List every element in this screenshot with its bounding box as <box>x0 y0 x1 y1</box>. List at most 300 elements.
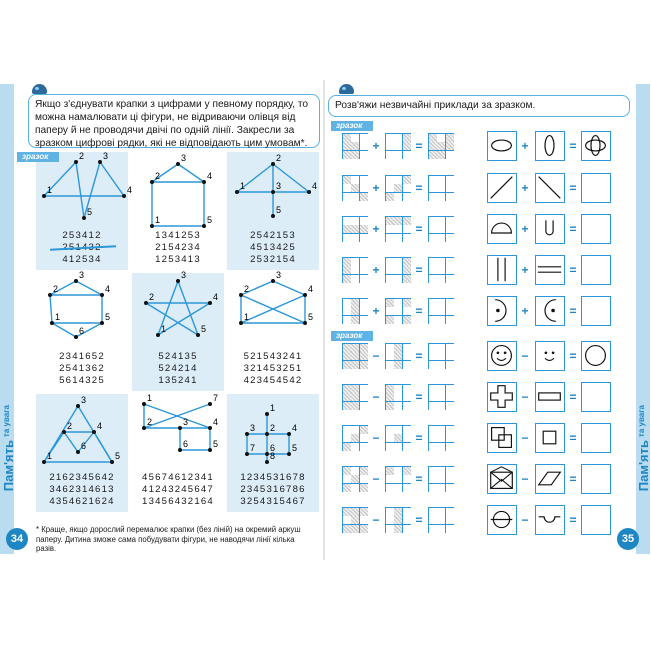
dot-label: 4 <box>312 181 318 191</box>
shape-drawing <box>536 465 563 492</box>
grid-cell <box>343 176 351 184</box>
operator-sign: = <box>415 390 423 404</box>
grid-cell <box>386 475 394 483</box>
digit-row: 1253413 <box>155 254 201 265</box>
shape-drawing <box>488 256 515 283</box>
grid-cell <box>446 258 454 266</box>
dot-figure <box>227 270 319 353</box>
shape-box <box>535 131 565 161</box>
dot-label: 1 <box>270 403 276 413</box>
figure-dot <box>265 412 269 416</box>
operator-sign: = <box>415 139 423 153</box>
grid-cell <box>360 134 368 142</box>
grid-cell <box>351 176 359 184</box>
grid-3x3 <box>385 343 411 369</box>
figure-dot <box>74 160 78 164</box>
grid-cell <box>360 225 368 233</box>
figure-dot <box>50 321 54 325</box>
grid-cell <box>386 467 394 475</box>
grid-cell <box>403 151 411 159</box>
grid-cell <box>437 184 445 192</box>
operator-sign: = <box>415 431 423 445</box>
digit-row: 524135 <box>158 351 198 362</box>
grid-cell <box>351 217 359 225</box>
grid-cell <box>386 266 394 274</box>
grid-3x3[interactable] <box>428 425 454 451</box>
grid-cell <box>394 516 402 524</box>
grid-cell <box>386 361 394 369</box>
grid-cell <box>343 142 351 150</box>
figure-cell <box>227 394 319 512</box>
grid-3x3 <box>385 466 411 492</box>
grid-cell <box>351 516 359 524</box>
grid-cell <box>437 316 445 324</box>
grid-cell <box>343 385 351 393</box>
shape-drawing <box>582 215 609 242</box>
grid-cell <box>360 352 368 360</box>
grid-cell <box>403 434 411 442</box>
grid-cell <box>446 525 454 533</box>
grid-cell <box>403 142 411 150</box>
shape-drawing <box>582 297 609 324</box>
figure-dot <box>265 452 269 456</box>
grid-cell <box>343 225 351 233</box>
grid-cell <box>351 275 359 283</box>
dot-label: 2 <box>270 423 276 433</box>
grid-3x3 <box>342 425 368 451</box>
figure-cell <box>36 270 128 391</box>
grid-cell <box>394 508 402 516</box>
figure-cell <box>36 394 128 512</box>
grid-cell <box>446 484 454 492</box>
figure-line <box>100 162 124 196</box>
grid-3x3 <box>342 257 368 283</box>
grid-cell <box>351 234 359 242</box>
grid-cell <box>437 225 445 233</box>
digit-row: 2154234 <box>155 242 201 253</box>
shape-drawing <box>536 256 563 283</box>
grid-cell <box>386 402 394 410</box>
grid-cell <box>437 467 445 475</box>
dot-label: 3 <box>81 395 87 405</box>
grid-cell <box>394 352 402 360</box>
shape-box <box>487 382 517 412</box>
grid-cell <box>360 307 368 315</box>
grid-cell <box>437 151 445 159</box>
grid-3x3 <box>342 384 368 410</box>
grid-cell <box>343 184 351 192</box>
grid-cell <box>394 426 402 434</box>
shape-drawing <box>582 506 609 533</box>
grid-cell <box>446 307 454 315</box>
shape-drawing <box>536 132 563 159</box>
dot-label: 4 <box>105 284 111 294</box>
dot-label: 5 <box>207 215 213 225</box>
figure-dot <box>76 450 80 454</box>
figure-dot <box>144 301 148 305</box>
grid-cell <box>360 275 368 283</box>
operator-sign: = <box>569 139 577 153</box>
grid-cell <box>351 184 359 192</box>
dot-label: 5 <box>213 439 219 449</box>
digit-row: 3254315467 <box>240 496 306 507</box>
grid-cell <box>360 443 368 451</box>
dot-label: 1 <box>47 451 53 461</box>
grid-cell <box>403 426 411 434</box>
grid-cell <box>403 134 411 142</box>
grid-cell <box>437 426 445 434</box>
grid-cell <box>437 258 445 266</box>
shape-box[interactable] <box>581 464 611 494</box>
shape-drawing <box>536 424 563 451</box>
operator-sign: = <box>569 390 577 404</box>
operator-sign: = <box>569 472 577 486</box>
grid-cell <box>343 307 351 315</box>
figure-dot <box>303 321 307 325</box>
grid-cell <box>360 193 368 201</box>
operator-sign: − <box>521 349 529 363</box>
grid-cell <box>351 393 359 401</box>
grid-cell <box>446 193 454 201</box>
dot-label: 2 <box>276 153 282 163</box>
shape-drawing <box>582 465 609 492</box>
grid-3x3[interactable] <box>428 466 454 492</box>
dot-label: 3 <box>250 423 256 433</box>
grid-cell <box>437 266 445 274</box>
figure-dot <box>239 321 243 325</box>
grid-cell <box>343 258 351 266</box>
grid-cell <box>437 393 445 401</box>
grid-cell <box>394 475 402 483</box>
shape-box <box>487 173 517 203</box>
grid-cell <box>446 426 454 434</box>
grid-cell <box>351 151 359 159</box>
figure-cell <box>132 270 224 391</box>
grid-cell <box>343 275 351 283</box>
grid-cell <box>386 434 394 442</box>
grid-cell <box>429 385 437 393</box>
figure-dot <box>98 160 102 164</box>
figure-dot <box>208 426 212 430</box>
dot-label: 2 <box>53 284 59 294</box>
shape-box[interactable] <box>581 382 611 412</box>
figure-dot <box>122 194 126 198</box>
grid-cell <box>394 402 402 410</box>
grid-cell <box>343 151 351 159</box>
grid-cell <box>446 299 454 307</box>
digit-row: 5614325 <box>59 375 105 386</box>
grid-cell <box>429 316 437 324</box>
grid-3x3 <box>342 343 368 369</box>
figure-dot <box>74 279 78 283</box>
grid-cell <box>343 525 351 533</box>
shape-box <box>535 464 565 494</box>
operator-sign: = <box>415 513 423 527</box>
grid-cell <box>446 361 454 369</box>
grid-3x3 <box>385 257 411 283</box>
grid-cell <box>403 352 411 360</box>
figure-dot <box>202 180 206 184</box>
grid-cell <box>343 516 351 524</box>
grid-cell <box>394 525 402 533</box>
grid-cell <box>437 434 445 442</box>
grid-cell <box>429 352 437 360</box>
ladybug-icon <box>32 84 47 94</box>
grid-cell <box>446 151 454 159</box>
grid-cell <box>446 443 454 451</box>
grid-cell <box>360 525 368 533</box>
grid-cell <box>386 307 394 315</box>
digit-row: 4513425 <box>250 242 296 253</box>
grid-cell <box>360 508 368 516</box>
shape-box[interactable] <box>581 505 611 535</box>
grid-cell <box>360 484 368 492</box>
dot-label: 6 <box>183 439 189 449</box>
grid-cell <box>437 176 445 184</box>
grid-3x3[interactable] <box>428 298 454 324</box>
grid-cell <box>394 134 402 142</box>
figure-line <box>64 432 78 452</box>
grid-cell <box>386 508 394 516</box>
operator-sign: − <box>372 349 380 363</box>
operator-sign: = <box>415 181 423 195</box>
grid-cell <box>437 142 445 150</box>
digit-row: 1341253 <box>155 230 201 241</box>
grid-cell <box>446 234 454 242</box>
grid-cell <box>386 299 394 307</box>
grid-3x3[interactable] <box>428 507 454 533</box>
digit-row: 41243245647 <box>142 484 214 495</box>
figure-dot <box>287 452 291 456</box>
grid-cell <box>386 426 394 434</box>
grid-cell <box>437 443 445 451</box>
grid-cell <box>446 508 454 516</box>
grid-cell <box>429 225 437 233</box>
grid-cell <box>446 176 454 184</box>
dot-figure <box>132 394 224 474</box>
grid-cell <box>429 234 437 242</box>
grid-cell <box>429 402 437 410</box>
operator-sign: − <box>372 513 380 527</box>
figure-dot <box>92 430 96 434</box>
grid-cell <box>351 193 359 201</box>
right-page <box>325 0 650 650</box>
shape-box[interactable] <box>581 214 611 244</box>
grid-3x3 <box>385 507 411 533</box>
figure-dot <box>42 460 46 464</box>
shape-drawing <box>488 132 515 159</box>
grid-cell <box>360 516 368 524</box>
shape-box <box>487 131 517 161</box>
shape-box[interactable] <box>581 296 611 326</box>
grid-cell <box>403 402 411 410</box>
shape-drawing <box>536 383 563 410</box>
grid-cell <box>360 434 368 442</box>
grid-cell <box>429 525 437 533</box>
figure-line <box>94 432 112 462</box>
grid-cell <box>360 176 368 184</box>
shape-box <box>535 173 565 203</box>
digit-row: 321453251 <box>243 363 303 374</box>
grid-3x3 <box>342 133 368 159</box>
figure-dot <box>208 402 212 406</box>
grid-cell <box>343 508 351 516</box>
shape-box <box>535 382 565 412</box>
operator-sign: = <box>415 304 423 318</box>
grid-cell <box>429 266 437 274</box>
dot-figure <box>227 152 319 232</box>
digit-row: 2162345642 <box>49 472 115 483</box>
operator-sign: = <box>415 349 423 363</box>
right-side-sub: та увага <box>637 405 646 438</box>
grid-cell <box>351 299 359 307</box>
grid-cell <box>343 467 351 475</box>
grid-cell <box>446 217 454 225</box>
grid-cell <box>403 516 411 524</box>
grid-cell <box>394 316 402 324</box>
grid-cell <box>351 134 359 142</box>
grid-3x3[interactable] <box>428 257 454 283</box>
figure-dot <box>150 180 154 184</box>
grid-cell <box>360 467 368 475</box>
operator-sign: + <box>372 181 380 195</box>
grid-cell <box>351 402 359 410</box>
left-instruction: Якщо з'єднувати крапки з цифрами у певному порядку, то можна намалювати ці фігури, не відриваючи олівця від паперу й не проводячи двічі по одній лінії. Закресли за зразком цифрові рядки, які не відповідають цим умовам*. <box>28 94 320 148</box>
dot-label: 4 <box>127 185 133 195</box>
operator-sign: + <box>521 304 529 318</box>
grid-cell <box>386 258 394 266</box>
grid-cell <box>446 266 454 274</box>
grid-cell <box>351 258 359 266</box>
operator-sign: = <box>569 222 577 236</box>
grid-cell <box>343 316 351 324</box>
grid-cell <box>429 258 437 266</box>
grid-cell <box>394 234 402 242</box>
dot-figure <box>36 151 133 232</box>
figure-dot <box>245 432 249 436</box>
shape-box[interactable] <box>581 423 611 453</box>
grid-cell <box>351 443 359 451</box>
grid-cell <box>386 443 394 451</box>
shape-box <box>535 423 565 453</box>
shape-box <box>487 341 517 371</box>
figure-dot <box>82 216 86 220</box>
shape-box <box>487 423 517 453</box>
grid-cell <box>429 142 437 150</box>
grid-cell <box>394 385 402 393</box>
shape-box <box>581 131 611 161</box>
grid-cell <box>403 361 411 369</box>
dot-label: 3 <box>183 417 189 427</box>
shape-drawing <box>582 424 609 451</box>
grid-cell <box>429 151 437 159</box>
grid-cell <box>351 361 359 369</box>
grid-cell <box>429 217 437 225</box>
figure-dot <box>245 452 249 456</box>
shape-drawing <box>536 297 563 324</box>
grid-cell <box>437 217 445 225</box>
grid-3x3[interactable] <box>428 343 454 369</box>
grid-cell <box>351 508 359 516</box>
grid-cell <box>403 525 411 533</box>
grid-3x3[interactable] <box>428 384 454 410</box>
figure-dot <box>178 426 182 430</box>
digit-row: 2345316786 <box>240 484 306 495</box>
digit-row: 521543241 <box>243 351 303 362</box>
grid-cell <box>394 275 402 283</box>
shape-drawing <box>488 506 515 533</box>
digit-row: 2341652 <box>59 351 105 362</box>
grid-cell <box>403 193 411 201</box>
figure-dot <box>287 432 291 436</box>
shape-drawing <box>582 132 609 159</box>
grid-cell <box>351 266 359 274</box>
left-page <box>0 0 325 650</box>
sample-tag: зразок <box>17 152 59 162</box>
shape-drawing <box>488 383 515 410</box>
dot-label: 4 <box>213 292 219 302</box>
grid-3x3[interactable] <box>428 175 454 201</box>
grid-cell <box>360 393 368 401</box>
digit-row: 3462314613 <box>49 484 115 495</box>
shape-box[interactable] <box>581 173 611 203</box>
grid-3x3 <box>385 175 411 201</box>
shape-box[interactable] <box>581 255 611 285</box>
grid-3x3[interactable] <box>428 216 454 242</box>
shape-box <box>535 255 565 285</box>
operator-sign: = <box>415 222 423 236</box>
grid-cell <box>437 508 445 516</box>
grid-cell <box>351 225 359 233</box>
grid-cell <box>386 234 394 242</box>
grid-3x3 <box>428 133 454 159</box>
grid-cell <box>360 151 368 159</box>
figure-dot <box>74 335 78 339</box>
figure-dot <box>235 190 239 194</box>
operator-sign: − <box>372 472 380 486</box>
grid-cell <box>437 402 445 410</box>
left-side-title: Пам'ять <box>1 440 16 492</box>
left-side-sub: та увага <box>2 405 11 438</box>
shape-drawing <box>582 174 609 201</box>
grid-cell <box>386 176 394 184</box>
digit-row: 135241 <box>158 375 198 386</box>
dot-label: 4 <box>97 421 103 431</box>
dot-label: 1 <box>155 215 161 225</box>
figure-dot <box>48 293 52 297</box>
digit-row: 1234531678 <box>240 472 306 483</box>
grid-cell <box>343 344 351 352</box>
figure-dot <box>271 190 275 194</box>
digit-row: 13456432164 <box>142 496 214 507</box>
grid-cell <box>394 443 402 451</box>
grid-cell <box>403 508 411 516</box>
digit-row: 253412 <box>62 230 102 241</box>
shape-drawing <box>582 383 609 410</box>
grid-cell <box>394 307 402 315</box>
grid-cell <box>343 299 351 307</box>
shape-drawing <box>488 297 515 324</box>
figure-dot <box>62 430 66 434</box>
grid-cell <box>351 344 359 352</box>
dot-label: 2 <box>155 171 161 181</box>
shape-drawing <box>536 506 563 533</box>
figure-dot <box>271 279 275 283</box>
grid-cell <box>437 385 445 393</box>
grid-cell <box>437 475 445 483</box>
dot-figure <box>36 394 128 474</box>
dot-figure <box>132 152 224 232</box>
